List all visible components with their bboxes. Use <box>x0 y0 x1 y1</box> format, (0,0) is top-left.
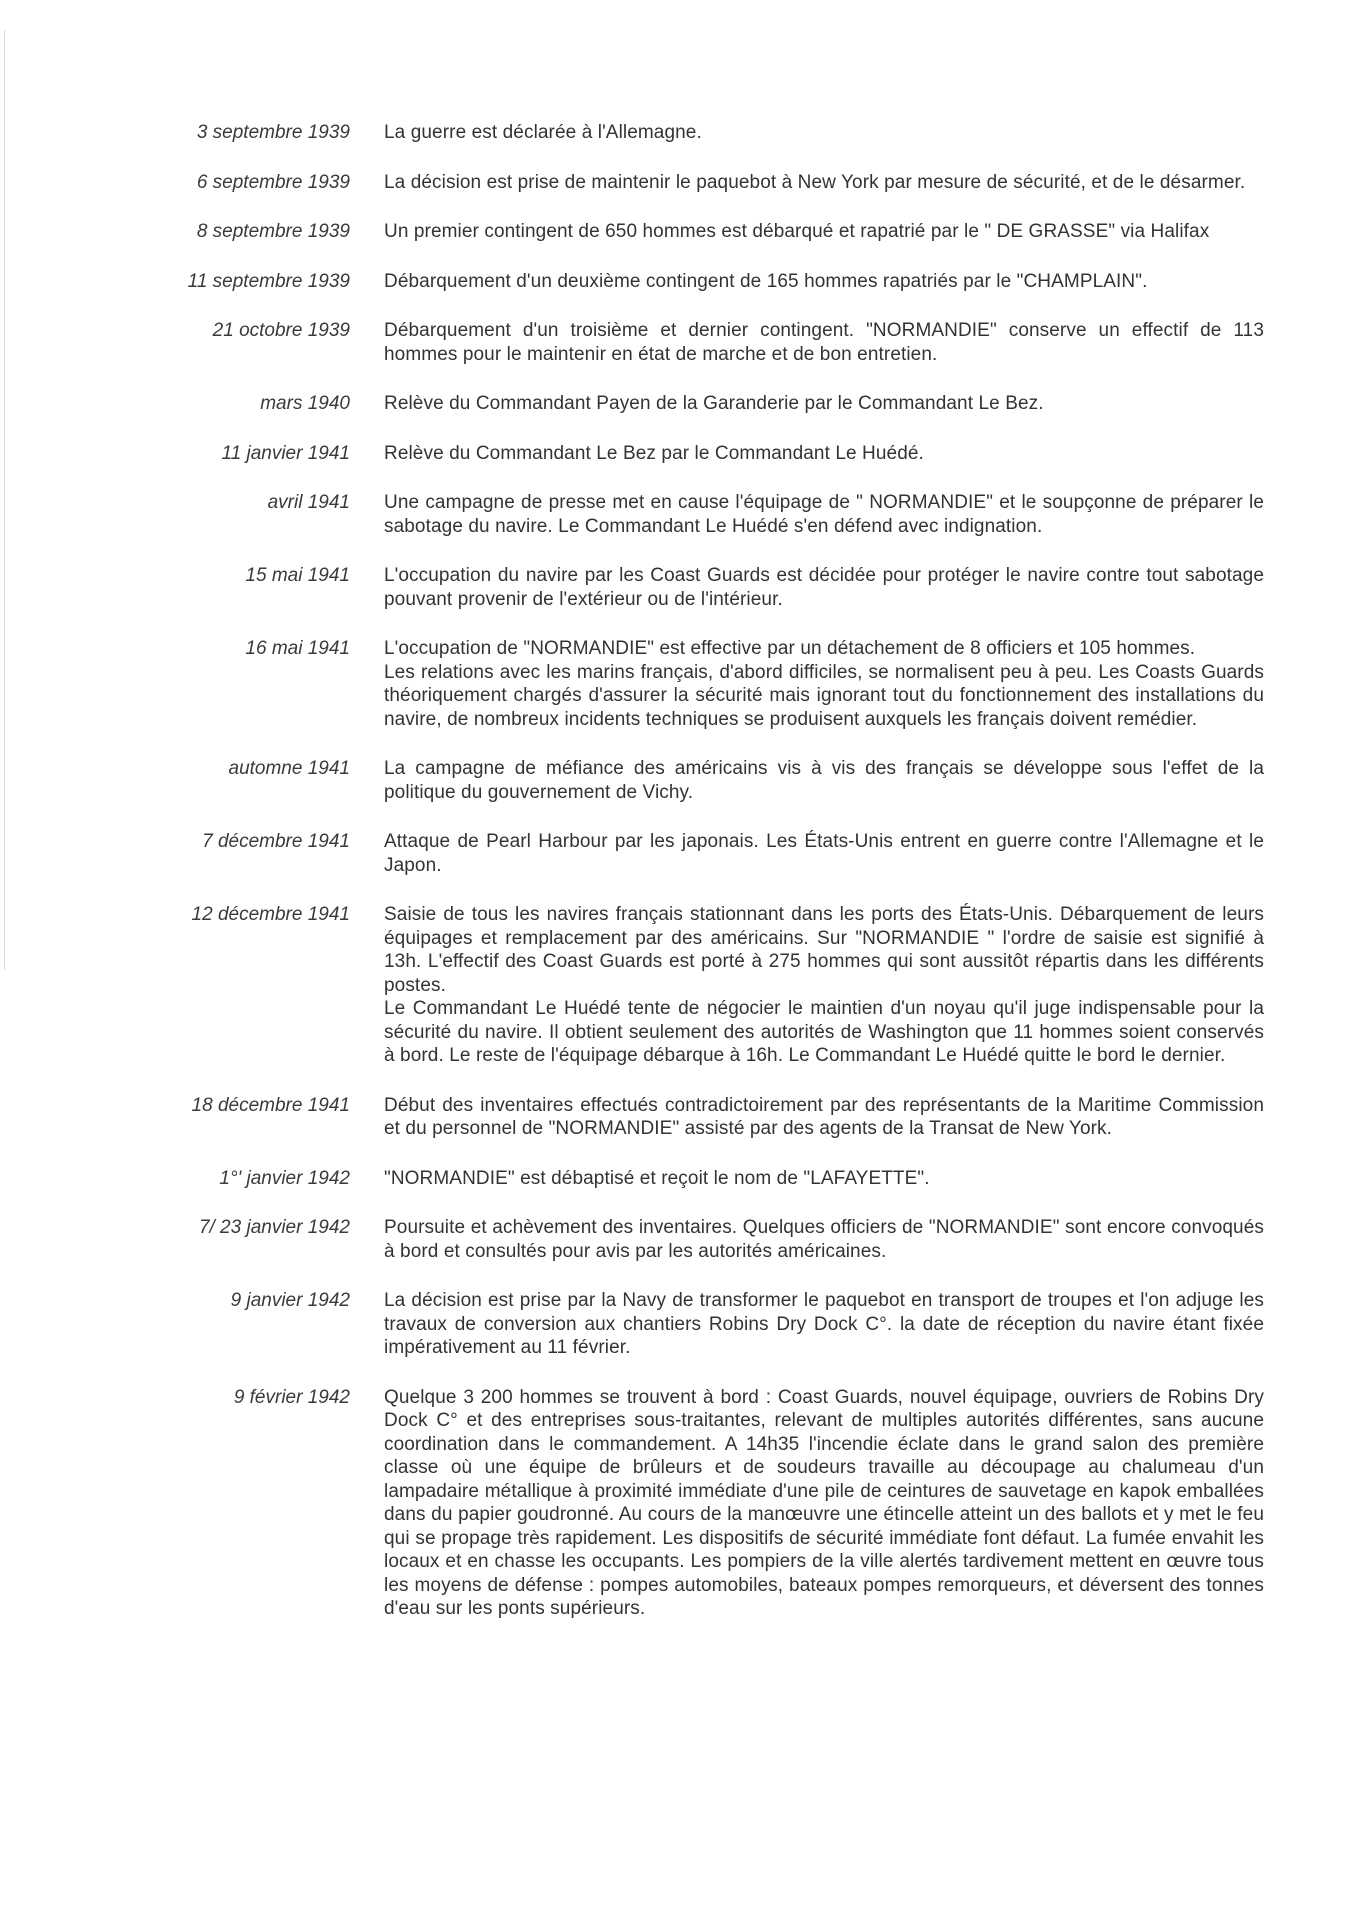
timeline-entry <box>0 757 1349 804</box>
timeline-entry <box>0 171 1349 195</box>
entry-description <box>384 392 1264 416</box>
entry-paragraph: Les relations avec les marins français, d'abord difficiles, se normalisent peu à peu. Les Coasts Guards théoriquement chargés d'assurer la sécurité mais ignorant tout du fonctionnement des installations du navire, de nombreux incidents techniques se produisent auxquels les français doivent remédier. <box>384 661 1264 730</box>
timeline-entry <box>0 220 1349 244</box>
entry-paragraph: Un premier contingent de 650 hommes est débarqué et rapatrié par le " DE GRASSE" via Halifax <box>384 221 1210 242</box>
entry-paragraph: L'occupation de "NORMANDIE" est effective par un détachement de 8 officiers et 105 hommes. <box>384 638 1196 659</box>
entry-paragraph: "NORMANDIE" est débaptisé et reçoit le nom de "LAFAYETTE". <box>384 1167 930 1189</box>
timeline-entry <box>0 903 1349 1068</box>
entry-date: 15 mai 1941 <box>245 565 350 586</box>
entry-paragraph: La décision est prise de maintenir le paquebot à New York par mesure de sécurité, et de le désarmer. <box>384 171 1246 193</box>
entry-date: 9 janvier 1942 <box>230 1290 350 1311</box>
timeline-entry <box>0 1386 1349 1621</box>
timeline-entry <box>0 637 1349 731</box>
timeline-entry <box>0 1216 1349 1263</box>
entry-description <box>384 1216 1264 1263</box>
entry-paragraph: La campagne de méfiance des américains vis à vis des français se développe sous l'effet de la politique du gouvernement de Vichy. <box>384 758 1264 803</box>
entry-description <box>384 491 1264 538</box>
entry-date: mars 1940 <box>260 393 350 414</box>
entry-description <box>384 1289 1264 1360</box>
entry-paragraph: Attaque de Pearl Harbour par les japonais. Les États-Unis entrent en guerre contre l'Allemagne et le Japon. <box>384 831 1264 876</box>
timeline-entry <box>0 270 1349 294</box>
entry-date: 11 septembre 1939 <box>187 270 350 292</box>
entry-description <box>384 1167 1264 1191</box>
timeline-entry <box>0 392 1349 416</box>
entry-description <box>384 220 1264 244</box>
entry-paragraph: L'occupation du navire par les Coast Guards est décidée pour protéger le navire contre tout sabotage pouvant provenir de l'extérieur ou de l'intérieur. <box>384 565 1264 610</box>
entry-paragraph: Début des inventaires effectués contradictoirement par des représentants de la Maritime Commission et du personnel de "NORMANDIE" assisté par des agents de la Transat de New York. <box>384 1094 1264 1139</box>
entry-paragraph: Poursuite et achèvement des inventaires. Quelques officiers de "NORMANDIE" sont encore convoqués à bord et consultés pour avis par les autorités américaines. <box>384 1217 1264 1262</box>
entry-date: 9 février 1942 <box>233 1386 350 1408</box>
entry-date: 8 septembre 1939 <box>196 221 350 242</box>
entry-date: 3 septembre 1939 <box>196 122 350 143</box>
entry-paragraph: La guerre est déclarée à l'Allemagne. <box>384 122 702 143</box>
entry-date: 12 décembre 1941 <box>191 904 350 925</box>
timeline-entry <box>0 830 1349 877</box>
timeline <box>0 121 1349 1621</box>
entry-description <box>384 171 1264 195</box>
entry-paragraph: Débarquement d'un troisième et dernier contingent. "NORMANDIE" conserve un effectif de 113 hommes pour le maintenir en état de marche et de bon entretien. <box>384 320 1264 365</box>
entry-date: 7 décembre 1941 <box>202 831 350 852</box>
entry-date: 16 mai 1941 <box>245 638 350 659</box>
entry-description <box>384 564 1264 611</box>
timeline-entry <box>0 1167 1349 1191</box>
entry-description <box>384 270 1264 294</box>
entry-date: avril 1941 <box>267 492 350 513</box>
entry-date: 11 janvier 1941 <box>221 442 350 464</box>
entry-description <box>384 1386 1264 1621</box>
entry-description <box>384 830 1264 877</box>
timeline-entry <box>0 491 1349 538</box>
timeline-entry <box>0 1094 1349 1141</box>
entry-date: 21 octobre 1939 <box>212 320 350 341</box>
entry-description <box>384 1094 1264 1141</box>
entry-paragraph: Le Commandant Le Huédé tente de négocier le maintien d'un noyau qu'il juge indispensable pour la sécurité du navire. Il obtient seulement des autorités de Washington que 11 hommes soient conservés à bord. Le reste de l'équipage débarque à 16h. Le Commandant Le Huédé quitte le bord le dernier. <box>384 998 1264 1066</box>
timeline-entry <box>0 564 1349 611</box>
entry-description <box>384 637 1264 731</box>
timeline-entry <box>0 442 1349 466</box>
entry-date: 18 décembre 1941 <box>191 1094 350 1116</box>
timeline-entry <box>0 121 1349 145</box>
entry-description <box>384 903 1264 1068</box>
entry-paragraph: Saisie de tous les navires français stationnant dans les ports des États-Unis. Débarquement de leurs équipages et remplacement par des américains. Sur "NORMANDIE " l'ordre de saisie est signifié à 13h. L'effectif des Coast Guards est porté à 275 hommes qui sont aussitôt répartis dans les différents postes. <box>384 904 1264 996</box>
entry-paragraph: Relève du Commandant Le Bez par le Commandant Le Huédé. <box>384 442 924 464</box>
timeline-entry <box>0 319 1349 366</box>
entry-date: 7/ 23 janvier 1942 <box>198 1217 350 1238</box>
entry-paragraph: Débarquement d'un deuxième contingent de 165 hommes rapatriés par le "CHAMPLAIN". <box>384 270 1148 292</box>
entry-date: 6 septembre 1939 <box>196 171 350 193</box>
entry-date: automne 1941 <box>228 758 350 779</box>
timeline-entry <box>0 1289 1349 1360</box>
entry-paragraph: La décision est prise par la Navy de transformer le paquebot en transport de troupes et l'on adjuge les travaux de conversion aux chantiers Robins Dry Dock C°. la date de réception du navire étant fixée impérativement au 11 février. <box>384 1290 1264 1358</box>
entry-date: 1°' janvier 1942 <box>219 1167 350 1189</box>
entry-paragraph: Relève du Commandant Payen de la Garanderie par le Commandant Le Bez. <box>384 393 1044 414</box>
entry-description <box>384 442 1264 466</box>
entry-description <box>384 121 1264 145</box>
entry-description <box>384 319 1264 366</box>
entry-description <box>384 757 1264 804</box>
entry-paragraph: Une campagne de presse met en cause l'équipage de " NORMANDIE" et le soupçonne de préparer le sabotage du navire. Le Commandant Le Huédé s'en défend avec indignation. <box>384 492 1264 537</box>
entry-paragraph: Quelque 3 200 hommes se trouvent à bord : Coast Guards, nouvel équipage, ouvriers de Robins Dry Dock C° et des entreprises sous-traitantes, relevant de multiples autorités différentes, sans aucune coordination dans le commandement. A 14h35 l'incendie éclate dans le grand salon des première classe où une équipe de brûleurs et de soudeurs travaille au découpage au chalumeau d'un lampadaire métallique à proximité immédiate d'une pile de ceintures de sauvetage en kapok emballées dans du papier goudronné. Au cours de la manœuvre une étincelle atteint un des ballots et y met le feu qui se propage très rapidement. Les dispositifs de sécurité immédiate font défaut. La fumée envahit les locaux et en chasse les occupants. Les pompiers de la ville alertés tardivement mettent en œuvre tous les moyens de défense : pompes automobiles, bateaux pompes remorqueurs, et déversent des tonnes d'eau sur les ponts supérieurs. <box>384 1386 1264 1619</box>
